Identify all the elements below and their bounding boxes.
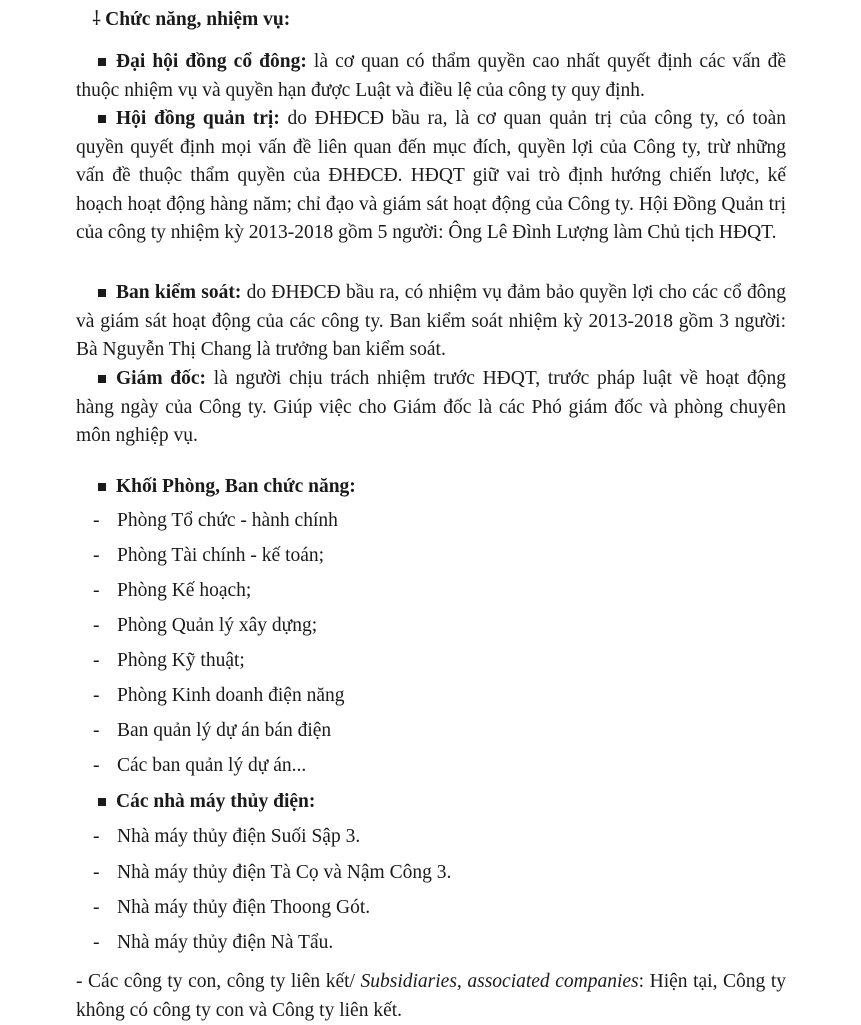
heading-text: Chức năng, nhiệm vụ: xyxy=(105,9,291,30)
paragraph-text: do ĐHĐCĐ bầu ra, là cơ quan quản trị của công ty, có toàn quyền quyết định mọi vấn đề liên quan đến mục đích, quyền lợi của Công ty, trừ những vấn đề thuộc thẩm quyền của ĐHĐCĐ. HĐQT giữ vai trò định hướng chiến lược, kế hoạch hoạt động hàng năm; chỉ đạo và giám sát hoạt động của Công ty. Hội Đồng Quản trị của công ty nhiệm kỳ 2013-2018 gồm 5 người: Ông Lê Đình Lượng làm Chủ tịch HĐQT. xyxy=(76,108,786,243)
paragraph-dhdcd xyxy=(76,48,786,105)
subsidiaries-note xyxy=(76,968,786,1025)
footer-italic: Subsidiaries, associated companies xyxy=(360,971,639,992)
dash-glyph: - xyxy=(93,755,100,776)
dash-glyph: - xyxy=(93,580,100,601)
dash-glyph: - xyxy=(93,510,100,531)
list-item-text: Các ban quản lý dự án... xyxy=(117,755,307,776)
list-item-text: Ban quản lý dự án bán điện xyxy=(117,720,332,741)
dash-glyph: - xyxy=(93,650,100,671)
list-item-text: Nhà máy thủy điện Thoong Gót. xyxy=(117,897,371,918)
square-bullet-icon xyxy=(98,58,106,66)
dash-glyph: - xyxy=(93,615,100,636)
list-item xyxy=(93,932,333,954)
plants-title xyxy=(98,791,315,813)
term-label: Hội đồng quản trị: xyxy=(116,108,280,129)
list-item xyxy=(93,510,338,532)
footer-suffix: : Hiện tại, Công ty không có công ty con và Công ty liên kết. xyxy=(76,971,786,1021)
list-item-text: Phòng Kế hoạch; xyxy=(117,580,252,601)
square-bullet-icon xyxy=(98,289,106,297)
paragraph-bks xyxy=(76,279,786,365)
list-item xyxy=(93,862,451,884)
paragraph-text: là cơ quan có thẩm quyền cao nhất quyết định các vấn đề thuộc nhiệm vụ và quyền hạn được Luật và điều lệ của công ty quy định. xyxy=(76,51,786,101)
dash-glyph: - xyxy=(93,685,100,706)
plants-title-text: Các nhà máy thủy điện: xyxy=(116,791,316,812)
list-item xyxy=(93,545,324,567)
paragraph-text: do ĐHĐCĐ bầu ra, có nhiệm vụ đảm bảo quyền lợi cho các cổ đông và giám sát hoạt động của các công ty. Ban kiểm soát nhiệm kỳ 2013-2018 gồm 3 người: Bà Nguyễn Thị Chang là trưởng ban kiểm soát. xyxy=(76,282,787,360)
list-item-text: Phòng Tổ chức - hành chính xyxy=(117,510,338,531)
dash-glyph: - xyxy=(93,720,100,741)
list-item-text: Phòng Kỹ thuật; xyxy=(117,650,245,671)
list-item xyxy=(93,720,331,742)
square-bullet-icon xyxy=(98,115,106,123)
list-item-text: Nhà máy thủy điện Tà Cọ và Nậm Công 3. xyxy=(117,862,452,883)
dash-glyph: - xyxy=(93,545,100,566)
departments-title-text: Khối Phòng, Ban chức năng: xyxy=(116,476,356,497)
list-item xyxy=(93,897,370,919)
list-item xyxy=(93,826,360,848)
bullet-glyph: ⸸ xyxy=(92,9,102,30)
dash-glyph: - xyxy=(93,826,100,847)
paragraph-text: là người chịu trách nhiệm trước HĐQT, trước pháp luật về hoạt động hàng ngày của Công ty. Giúp việc cho Giám đốc là các Phó giám đốc và phòng chuyên môn nghiệp vụ. xyxy=(76,368,786,446)
paragraph-hdqt xyxy=(76,105,786,248)
dash-glyph: - xyxy=(93,862,100,883)
square-bullet-icon xyxy=(98,483,106,491)
square-bullet-icon xyxy=(98,798,106,806)
dash-glyph: - xyxy=(93,932,100,953)
list-item xyxy=(93,755,306,777)
list-item-text: Phòng Kinh doanh điện năng xyxy=(117,685,345,706)
square-bullet-icon xyxy=(98,375,106,383)
list-item xyxy=(93,615,317,637)
list-item xyxy=(93,580,251,602)
term-label: Ban kiểm soát: xyxy=(116,282,242,303)
list-item-text: Nhà máy thủy điện Nà Tẩu. xyxy=(117,932,334,953)
list-item-text: Nhà máy thủy điện Suối Sập 3. xyxy=(117,826,361,847)
term-label: Đại hội đồng cổ đông: xyxy=(116,51,307,72)
paragraph-giam-doc xyxy=(76,365,786,451)
list-item-text: Phòng Tài chính - kế toán; xyxy=(117,545,325,566)
list-item-text: Phòng Quản lý xây dựng; xyxy=(117,615,318,636)
list-item xyxy=(93,650,245,672)
list-item xyxy=(93,685,344,707)
departments-title xyxy=(98,476,356,498)
dash-glyph: - xyxy=(93,897,100,918)
section-heading xyxy=(92,4,290,31)
term-label: Giám đốc: xyxy=(116,368,207,389)
footer-prefix: - Các công ty con, công ty liên kết/ xyxy=(76,971,361,992)
